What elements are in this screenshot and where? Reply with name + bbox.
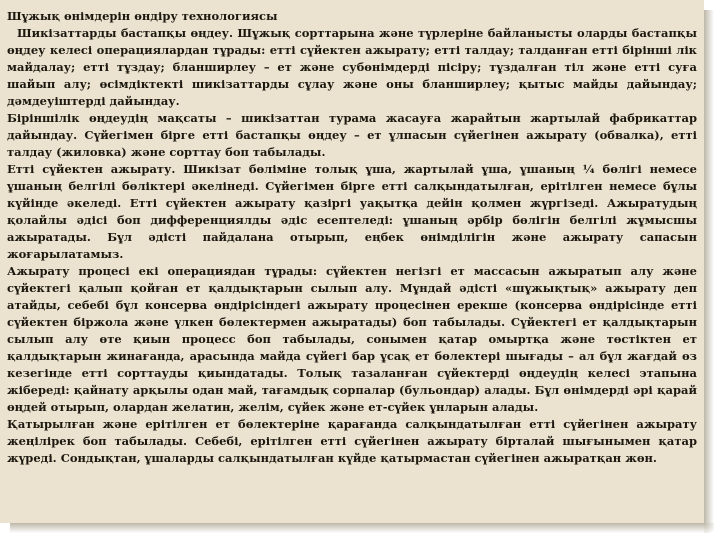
paragraph-chilled-meat: Қатырылған және ерітілген ет бөлектеріне қарағанда салқындатылған етті сүйегінен ажырату жеңілірек боп табылады. Себебі, ерітілген етті сүйегінен ажырату бірталай шығынымен қатар жүреді. Сондықтан, ұшаларды салқындатылған күйде қатырмастан сүйегінен ажыратқан жөн. bbox=[7, 417, 697, 465]
document-body bbox=[7, 8, 697, 467]
paragraph-deboning: Етті сүйектен ажырату. Шикізат бөліміне толық ұша, жартылай ұша, ұшаның ¼ бөлігі немесе ұшаның белгілі бөліктері әкелінеді. Сүйегімен бірге етті салқындатылған, ерітілген немесе бұлы күйінде әкеледі. Етті сүйектен ажырату қазіргі уақытқа дейін қолмен жүргізеді. Ажыратудың қолайлы әдісі боп дифференциялды әдіс есептеледі: ұшаның әрбір бөлігін белгілі жұмысшы ажыратады. Бұл әдісті пайдалана отырып, еңбек өнімділігін және ажырату сапасын жоғарылатамыз. bbox=[7, 162, 697, 261]
paragraph-purpose: Біріншілік өңдеудің мақсаты – шикізаттан турама жасауға жарайтын жартылай фабрикаттар дайындау. Сүйегімен бірге етті бастапқы өңдеу – ет ұлпасын сүйегінен ажырату (обвалка), етті талдау (жиловка) және сорттау боп табылады. bbox=[7, 111, 697, 159]
document-title: Шұжық өнімдерін өндіру технологиясы bbox=[7, 9, 278, 23]
panel-shadow-bottom bbox=[10, 523, 704, 533]
panel-shadow-right bbox=[704, 10, 714, 523]
paragraph-deboning-process: Ажырату процесі екі операциядан тұрады: сүйектен негізгі ет массасын ажыратып алу және сүйектегі қалып қойған ет қалдықтарын сылып алу. Мұндай әдісті «шұжықтық» ажырату деп атайды, себебі бұл консерва өндірісіндегі ажырату процесінен ерекше (консерва өндірісінде етті сүйектен біржола және үлкен бөлектермен ажыратады) боп табылады. Сүйектегі ет қалдықтарын сылып алу өте қиын процесс боп табылады, сонымен қатар омыртқа және төстіктен ет қалдықтарын жинағанда, арасында майда сүйегі бар ұсақ ет бөлектері шығады – ал бұл жағдай өз кезегінде етті сорттауды қиындатады. Толық тазаланған сүйектерді өңдеудің келесі этапына жібереді: қайнату арқылы одан май, тағамдық сорпалар (бульондар) алады. Бұл өнімдерді әрі қарай өңдей отырып, олардан желатин, желім, сүйек және ет-сүйек ұнларын алады. bbox=[7, 264, 697, 414]
paragraph-primary-processing: Шикізаттарды бастапқы өңдеу. Шұжық сорттарына және түрлеріне байланысты оларды бастапқы өңдеу келесі операциялардан тұрады: етті сүйектен ажырату; етті талдау; талданған етті бірінші лік майдалау; етті тұздау; бланширлеу – ет және субөнімдерді пісіру; тұздалған тіл және етті суға шайып алу; өсімдіктекті шикізаттарды сұлау және оны бланширлеу; қытыс майды дайындау; дәмдеуіштерді дайындау. bbox=[7, 26, 697, 108]
panel-shadow-corner bbox=[704, 523, 714, 533]
